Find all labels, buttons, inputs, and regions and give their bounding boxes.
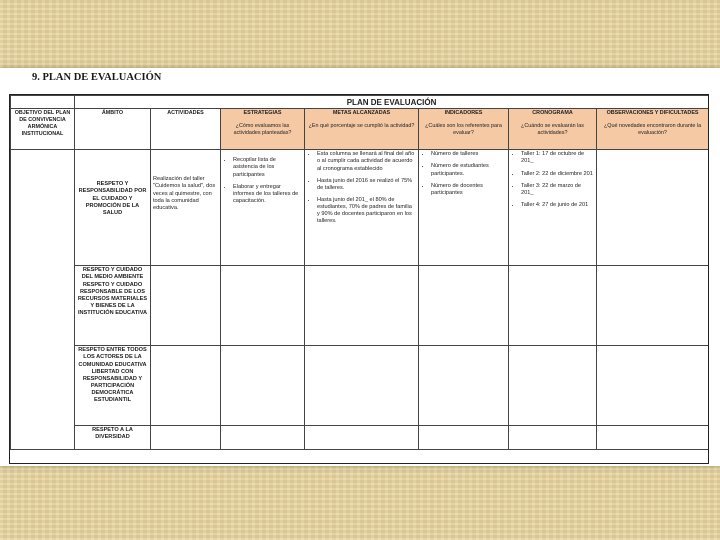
ambito-cell: RESPETO A LA DIVERSIDAD [75,426,151,450]
list-item: • Número de talleres [431,151,506,158]
ambito-cell: RESPETO ENTRE TODOS LOS ACTORES DE LA COMUNIDAD EDUCATIVA LIBERTAD CON RESPONSABILIDAD Y PARTICIPACIÓN DEMOCRÁTICA ESTUDIANTIL [75,346,151,426]
table-row [11,346,709,426]
list-item: • Taller 2: 22 de diciembre 201 [521,171,594,178]
list-item: • Taller 3: 22 de marzo de 201_ [521,183,594,197]
actividades-cell: Realización del taller "Cuidemos la salud", dos veces al quimestre, con toda la comunidad educativa. [151,150,221,266]
table-row [11,150,709,266]
metas-cell [305,150,419,266]
section-heading: 9. PLAN DE EVALUACIÓN [32,72,162,83]
table-title: PLAN DE EVALUACIÓN [75,96,709,109]
list-item: • Hasta junio del 201_ el 80% de estudiantes, 70% de padres de familia y 90% de docentes participaron en los talleres. [317,197,416,226]
evaluation-plan-table [9,94,709,464]
observaciones-cell [597,150,709,266]
header-ambito: ÁMBITO [75,109,151,150]
table-row [11,426,709,450]
list-item: • Recopilar lista de asistencia de los participantes [233,157,302,178]
table-row [11,266,709,346]
header-cronograma: CRONOGRAMA ¿Cuándo se evaluarán las actividades? [509,109,597,150]
list-item: • Taller 1: 17 de octubre de 201_ [521,151,594,165]
header-indicadores: INDICADORES ¿Cuáles son los referentes para evaluar? [419,109,509,150]
header-estrategias: ESTRATEGIAS ¿Cómo evaluamos las actividades planteadas? [221,109,305,150]
estrategias-cell [221,150,305,266]
header-metas: METAS ALCANZADAS ¿En qué porcentaje se cumplió la actividad? [305,109,419,150]
list-item: • Número de docentes participantes [431,183,506,197]
header-objetivo: OBJETIVO DEL PLAN DE CONVIVENCIA ARMÓNICA INSTITUCIONAL [11,109,75,150]
list-item: • Hasta junio del 2016 se realizó el 75% de talleres. [317,178,416,192]
ambito-cell: RESPETO Y RESPONSABILIDAD POR EL CUIDADO Y PROMOCIÓN DE LA SALUD [75,150,151,266]
list-item: • Elaborar y entregar informes de los talleres de capacitación. [233,184,302,205]
ambito-cell: RESPETO Y CUIDADO DEL MEDIO AMBIENTE RESPETO Y CUIDADO RESPONSABLE DE LOS RECURSOS MATERIALES Y BIENES DE LA INSTITUCIÓN EDUCATIVA [75,266,151,346]
header-observaciones: OBSERVACIONES Y DIFICULTADES ¿Qué novedades encontraron durante la evaluación? [597,109,709,150]
list-item: • Esta columna se llenará al final del año o al cumplir cada actividad de acuerdo al cronograma establecido [317,151,416,172]
slide [0,68,720,466]
list-item: • Taller 4: 27 de junio de 201 [521,202,594,209]
indicadores-cell [419,150,509,266]
list-item: • Número de estudiantes participantes. [431,163,506,177]
cronograma-cell [509,150,597,266]
header-actividades: ACTIVIDADES [151,109,221,150]
